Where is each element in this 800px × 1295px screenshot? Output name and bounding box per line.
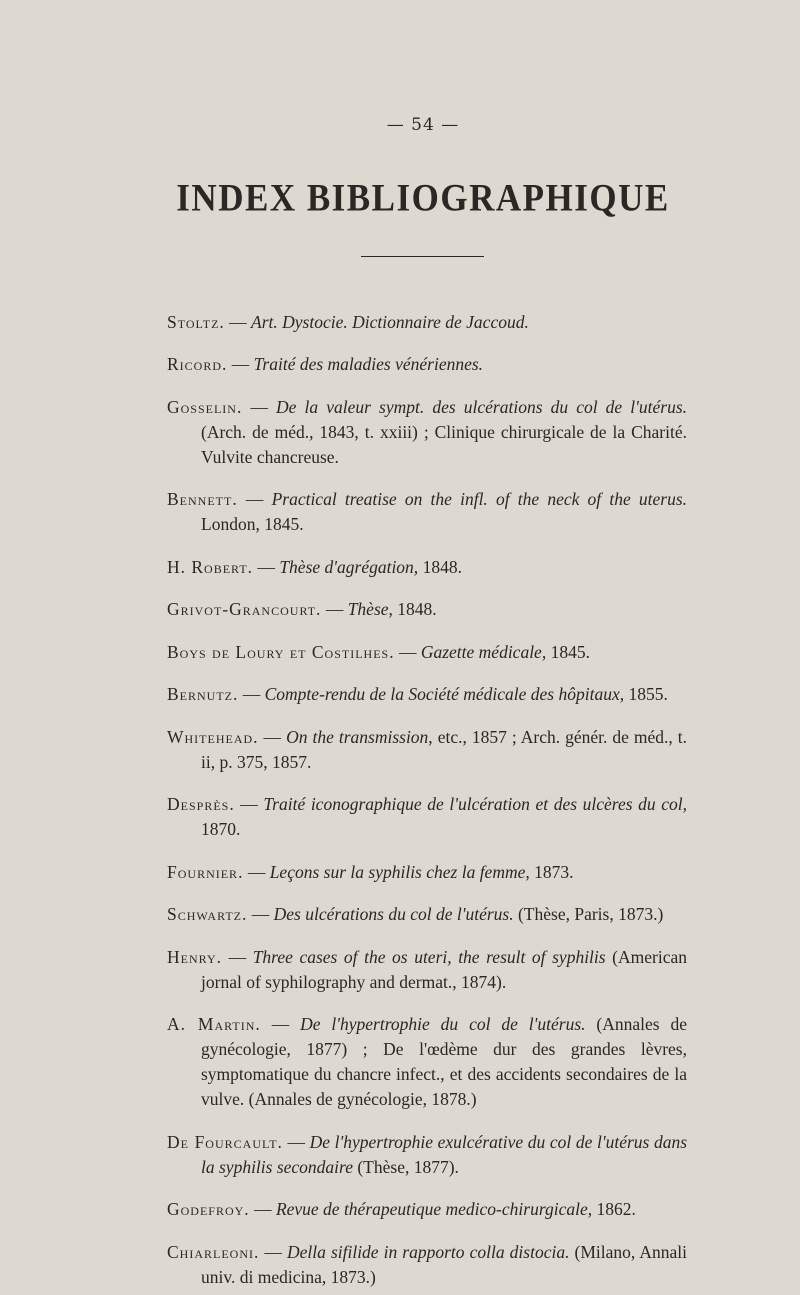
entry-details: 1855. — [624, 684, 668, 704]
entry-separator: — — [238, 684, 265, 704]
entry-details: (Milano, Annali univ. di medicina, 1873.) — [201, 1241, 687, 1287]
entry-separator: — — [222, 946, 253, 967]
entry-separator: — — [259, 1241, 287, 1262]
bibliography-entry — [167, 640, 687, 665]
bibliography-entry — [167, 725, 687, 775]
bibliography-entry — [167, 1130, 687, 1180]
entry-work: On the transmission, — [286, 726, 433, 747]
entry-work: Practical treatise on the infl. of the neck of the uterus. — [271, 489, 688, 509]
entry-work: Thèse d'agrégation, — [279, 556, 419, 577]
entry-author: Gosselin. — [167, 396, 243, 417]
entry-details: 1848. — [418, 556, 462, 577]
entry-work: Traité des maladies vénériennes. — [253, 354, 484, 374]
entry-separator: — — [242, 396, 277, 417]
bibliography-entry — [167, 682, 687, 707]
entry-details: 1862. — [592, 1199, 636, 1219]
entry-separator: — — [249, 1199, 276, 1219]
entry-work: Compte-rendu de la Société médicale des hôpitaux, — [264, 684, 625, 704]
entry-work: Three cases of the os uteri, the result of syphilis — [252, 946, 606, 967]
entry-author: Stoltz. — [167, 311, 225, 332]
bibliography-entry — [167, 352, 687, 377]
bibliography-entry — [167, 555, 687, 580]
entry-author: Desprès. — [167, 794, 235, 814]
entry-work: Thèse, — [347, 599, 393, 619]
bibliography-entry — [167, 487, 687, 537]
entry-details: (American jornal of syphilography and dermat., 1874). — [201, 946, 688, 992]
entry-separator: — — [247, 904, 274, 924]
entry-author: Henry. — [167, 946, 223, 967]
entry-separator: — — [321, 599, 348, 619]
entry-work: Des ulcérations du col de l'utérus. — [273, 904, 514, 924]
entry-details: 1848. — [392, 599, 437, 619]
bibliography-entry — [167, 902, 687, 927]
entry-details: (Arch. de méd., 1843, t. xxiii) ; Clinique chirurgicale de la Charité. Vulvite chancreuse. — [201, 421, 687, 467]
bibliography-entry — [167, 310, 687, 335]
entry-work: De l'hypertrophie du col de l'utérus. — [300, 1014, 586, 1034]
entry-author: Boys de Loury et Costilhes. — [167, 641, 395, 662]
entry-work: Gazette médicale, — [420, 641, 547, 662]
entry-author: A. Martin. — [167, 1014, 261, 1034]
bibliography-entry — [167, 792, 687, 842]
page-number: — 54 — — [386, 115, 460, 135]
entry-author: Bernutz. — [167, 684, 239, 704]
entry-author: Grivot-Grancourt. — [167, 599, 322, 619]
entry-author: Godefroy. — [167, 1199, 250, 1219]
bibliography-entry — [167, 1240, 687, 1290]
entry-author: Schwartz. — [167, 904, 248, 924]
entry-separator: — — [282, 1131, 310, 1152]
entry-author: Whitehead. — [167, 726, 259, 747]
entry-author: Chiarleoni. — [167, 1241, 260, 1262]
entry-separator: — — [234, 794, 264, 814]
title-divider — [361, 256, 484, 257]
entry-separator: — — [224, 311, 252, 332]
entry-author: Fournier. — [167, 861, 244, 882]
entry-details: (Thèse, 1877). — [352, 1156, 459, 1177]
entry-separator: — — [237, 489, 272, 509]
entry-work: Art. Dystocie. Dictionnaire de Jaccoud. — [251, 311, 529, 332]
entry-separator: — — [243, 861, 270, 882]
bibliography-entry — [167, 860, 687, 885]
entry-work: Traité iconographique de l'ulcération et des ulcères du col, — [263, 794, 687, 814]
entry-details: 1845. — [546, 641, 590, 662]
page-title: INDEX BIBLIOGRAPHIQUE — [176, 175, 670, 220]
entry-author: Ricord. — [167, 354, 228, 374]
entry-separator: — — [227, 354, 254, 374]
bibliography-list — [167, 292, 687, 1295]
entry-details: (Thèse, Paris, 1873.) — [513, 904, 664, 924]
entry-separator: — — [258, 726, 287, 747]
entry-details: 1873. — [529, 861, 574, 882]
bibliography-entry — [167, 1197, 687, 1222]
entry-details: etc., 1857 ; Arch. génér. de méd., t. ii, p. 375, 1857. — [201, 726, 688, 772]
entry-details: 1870. — [201, 819, 241, 839]
entry-author: H. Robert. — [167, 556, 254, 577]
entry-separator: — — [253, 556, 280, 577]
bibliography-entry — [167, 1012, 687, 1112]
entry-work: De la valeur sympt. des ulcérations du col de l'utérus. — [276, 396, 688, 417]
entry-work: De l'hypertrophie exulcérative du col de l'utérus dans la syphilis secondaire — [201, 1131, 688, 1177]
entry-separator: — — [260, 1014, 301, 1034]
bibliography-entry — [167, 395, 687, 470]
bibliography-entry — [167, 597, 687, 622]
entry-work: Revue de thérapeutique medico-chirurgicale, — [275, 1199, 593, 1219]
entry-details: (Annales de gynécologie, 1877) ; De l'œdème dur des grandes lèvres, symptomatique du chancre infect., et des accidents secondaires de la vulve. (Annales de gynécologie, 1878.) — [201, 1014, 688, 1109]
entry-work: Della sifilide in rapporto colla distocia. — [287, 1241, 570, 1262]
entry-author: De Fourcault. — [167, 1131, 283, 1152]
entry-work: Leçons sur la syphilis chez la femme, — [269, 861, 530, 882]
entry-separator: — — [394, 641, 421, 662]
entry-details: London, 1845. — [201, 514, 304, 534]
bibliography-entry — [167, 945, 687, 995]
entry-author: Bennett. — [167, 489, 238, 509]
